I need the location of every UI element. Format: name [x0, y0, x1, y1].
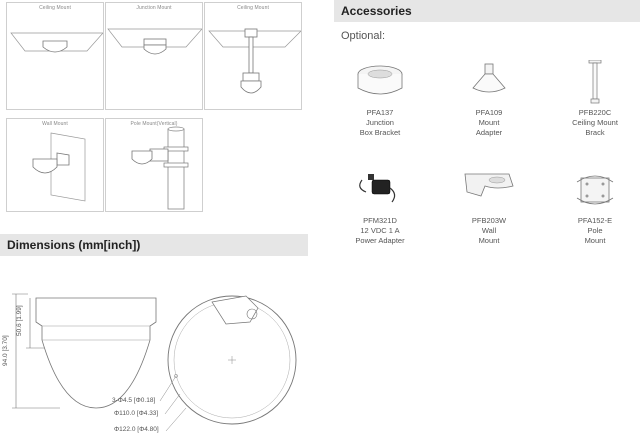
accessory-model: PFM321D [363, 216, 397, 225]
mount-title: Ceiling Mount [39, 5, 71, 11]
dimensions-header [0, 234, 308, 256]
mount-cell-ceiling-pendant [204, 2, 302, 110]
junction-mount-illustration [106, 3, 203, 110]
mount-title: Junction Mount [136, 5, 172, 11]
pole-mount-icon [547, 168, 640, 214]
accessory-line1: Ceiling Mount [572, 118, 618, 127]
ceiling-mount-bracket-icon [547, 60, 640, 106]
junction-box-bracket-icon [332, 60, 428, 106]
outer-diameter-label: Φ122.0 [Φ4.80] [114, 426, 159, 433]
wall-mount-illustration [7, 119, 104, 212]
mount-title: Ceiling Mount [237, 5, 269, 11]
mount-adapter-icon [441, 60, 537, 106]
mount-options-grid [6, 2, 302, 212]
accessory-model: PFB203W [471, 216, 507, 225]
inner-diameter-label: Φ110.0 [Φ4.33] [114, 410, 159, 417]
accessory-line1: Pole [587, 226, 603, 235]
mount-title: Wall Mount [42, 121, 68, 127]
accessory-line1: 12 VDC 1 A [360, 226, 400, 235]
accessory-line1: Wall [481, 226, 497, 235]
mount-title: Pole Mount(Vertical) [130, 121, 178, 127]
accessory-model: PFA109 [475, 108, 503, 117]
camera-side-outline [36, 298, 156, 408]
optional-label: Optional: [341, 30, 386, 42]
dimensions-title: Dimensions (mm[inch]) [7, 238, 141, 252]
pole-mount-illustration [106, 119, 203, 212]
accessory-model: PFB220C [578, 108, 612, 117]
dimensions-drawing [0, 256, 310, 440]
accessory-line1: Mount [478, 118, 500, 127]
accessory-model: PFA137 [366, 108, 394, 117]
accessories-header [334, 0, 640, 22]
accessory-line2: Brack [585, 128, 605, 137]
accessory-line2: Adapter [475, 128, 503, 137]
mount-cell-junction [105, 2, 203, 110]
dome-height-label: 50.6 [1.99] [16, 305, 23, 336]
mount-cell-wall [6, 118, 104, 212]
accessories-title: Accessories [341, 4, 412, 18]
accessory-line2: Box Bracket [359, 128, 401, 137]
power-adapter-icon [332, 168, 428, 214]
ceiling-mount-illustration [7, 3, 104, 110]
accessory-line2: Power Adapter [355, 236, 405, 245]
mount-cell-ceiling [6, 2, 104, 110]
ceiling-pendant-illustration [205, 3, 302, 110]
hole-spec-label: 3-Φ4.5 [Φ0.18] [112, 397, 156, 404]
accessory-model: PFA152-E [577, 216, 613, 225]
wall-mount-icon [441, 168, 537, 214]
total-height-label: 94.0 [3.70] [2, 335, 9, 366]
accessory-line2: Mount [478, 236, 500, 245]
accessory-line2: Mount [584, 236, 606, 245]
mount-cell-pole [105, 118, 203, 212]
accessory-line1: Junction [366, 118, 394, 127]
